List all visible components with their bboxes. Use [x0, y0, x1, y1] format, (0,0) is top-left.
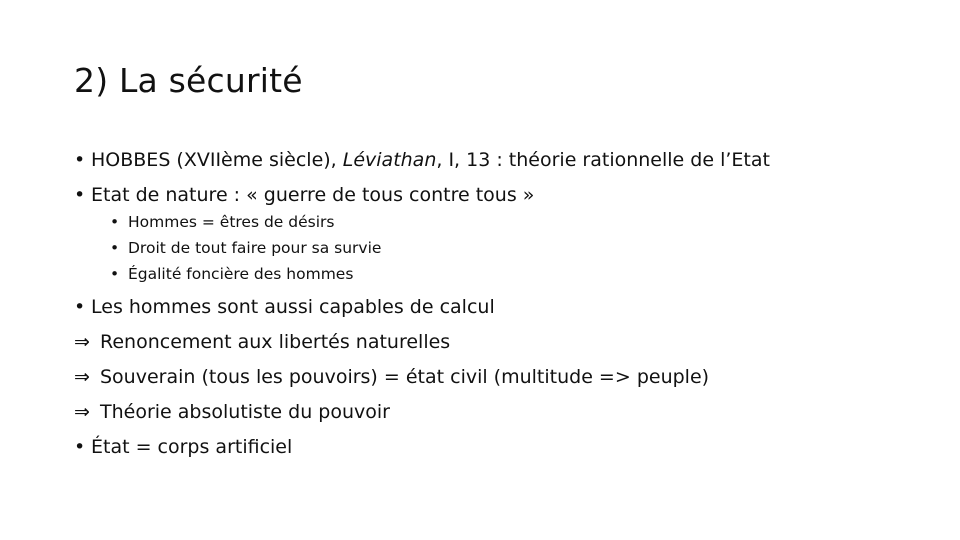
bullet-text: HOBBES (XVIIème siècle), [91, 149, 343, 171]
implies-arrow-icon: ⇒ [74, 366, 90, 388]
implies-item-renoncement [74, 327, 450, 357]
bullet-text: , I, 13 : théorie rationnelle de l’Etat [436, 149, 770, 171]
bullet-item-corps-artificiel [74, 432, 292, 462]
bullet-icon: • [110, 213, 120, 231]
sub-bullet-text: Égalité foncière des hommes [128, 265, 354, 283]
bullet-icon: • [74, 149, 86, 171]
bullet-text-italic: Léviathan [342, 149, 437, 171]
slide-title: 2) La sécurité [74, 61, 303, 100]
bullet-text: Etat de nature : « guerre de tous contre tous » [91, 184, 535, 206]
bullet-icon: • [74, 296, 86, 318]
implies-arrow-icon: ⇒ [74, 331, 90, 353]
implies-text: Souverain (tous les pouvoirs) = état civil (multitude => peuple) [100, 366, 710, 388]
sub-bullet-item-egalite [110, 262, 353, 286]
bullet-icon: • [110, 239, 120, 257]
implies-item-souverain [74, 362, 709, 392]
bullet-item-etat-de-nature [74, 180, 534, 210]
bullet-text: Les hommes sont aussi capables de calcul [91, 296, 495, 318]
implies-arrow-icon: ⇒ [74, 401, 90, 423]
bullet-icon: • [74, 436, 86, 458]
bullet-text: État = corps artificiel [91, 436, 293, 458]
sub-bullet-text: Droit de tout faire pour sa survie [128, 239, 382, 257]
sub-bullet-item-survie [110, 236, 381, 260]
implies-text: Renoncement aux libertés naturelles [100, 331, 451, 353]
bullet-item-calcul [74, 292, 495, 322]
bullet-item-hobbes [74, 145, 770, 175]
sub-bullet-item-desirs [110, 210, 334, 234]
sub-bullet-text: Hommes = êtres de désirs [128, 213, 335, 231]
implies-text: Théorie absolutiste du pouvoir [100, 401, 390, 423]
implies-item-absolutiste [74, 397, 390, 427]
bullet-icon: • [74, 184, 86, 206]
bullet-icon: • [110, 265, 120, 283]
